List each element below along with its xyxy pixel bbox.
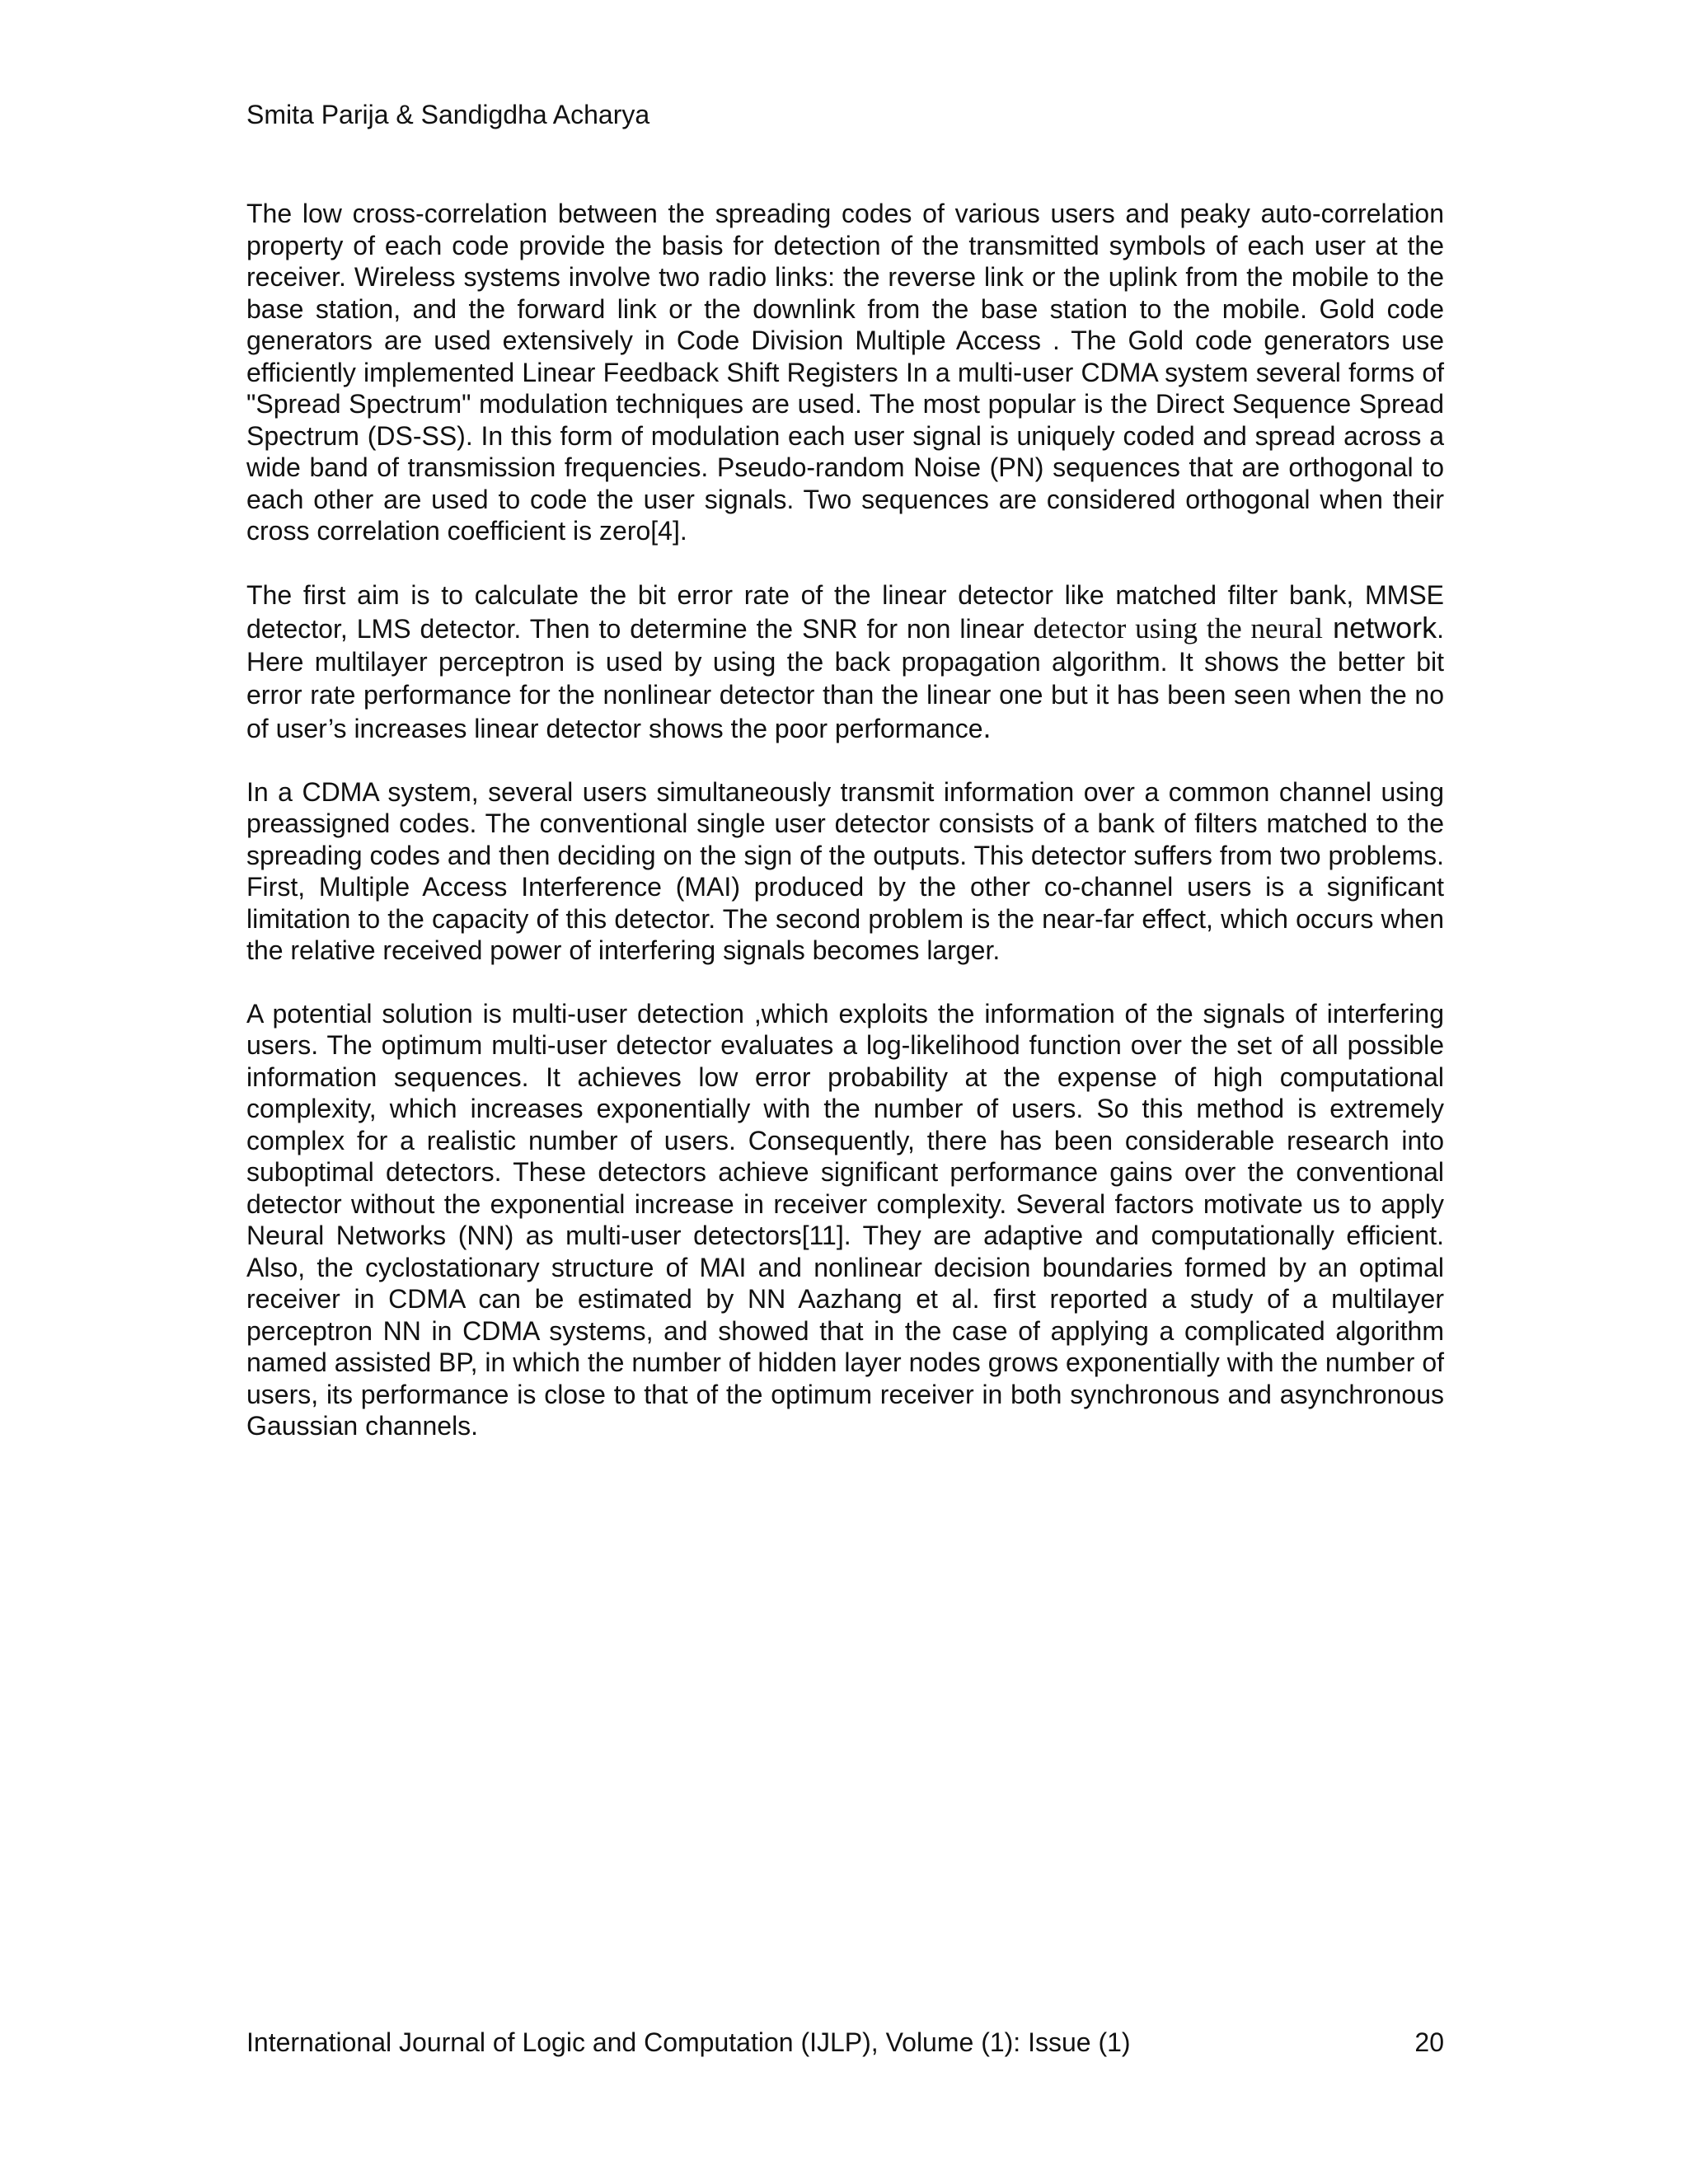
paragraph-first-aim bbox=[246, 579, 1444, 745]
footer-journal-citation: International Journal of Logic and Computation (IJLP), Volume (1): Issue (1) bbox=[246, 2027, 1131, 2057]
page-footer bbox=[246, 2026, 1444, 2059]
paragraph-first-aim-text: The first aim is to calculate the bit error rate of the linear detector like matched filter bank, MMSE detector, LMS detector. Then to determine the SNR for non linear bbox=[246, 579, 1444, 644]
running-header-authors: Smita Parija & Sandigdha Acharya bbox=[246, 100, 650, 129]
footer-page-number: 20 bbox=[1414, 2027, 1444, 2057]
paragraph-cdma-system: In a CDMA system, several users simultaneously transmit information over a common channel using preassigned codes. The conventional single user detector consists of a bank of filters matched to the spreading codes and then deciding on the sign of the outputs. This detector suffers from two problems. First, Multiple Access Interference (MAI) produced by the other co-channel users is a significant limitation to the capacity of this detector. The second problem is the near-far effect, which occurs when the relative received power of interfering signals becomes larger. bbox=[246, 776, 1444, 965]
paragraph-spreading-codes: The low cross-correlation between the spreading codes of various users and peaky auto-correlation property of each code provide the basis for detection of the transmitted symbols of each user at the receiver. Wireless systems involve two radio links: the reverse link or the uplink from the mobile to the base station, and the forward link or the downlink from the base station to the mobile. Gold code generators are used extensively in Code Division Multiple Access . The Gold code generators use efficiently implemented Linear Feedback Shift Registers In a multi-user CDMA system several forms of "Spread Spectrum" modulation techniques are used. The most popular is the Direct Sequence Spread Spectrum (DS-SS). In this form of modulation each user signal is uniquely coded and spread across a wide band of transmission frequencies. Pseudo-random Noise (PN) sequences that are orthogonal to each other are used to code the user signals. Two sequences are considered orthogonal when their cross correlation coefficient is zero[4]. bbox=[246, 199, 1444, 546]
paragraph-first-aim-period: . bbox=[982, 710, 992, 744]
article-body bbox=[246, 198, 1444, 1474]
paragraph-first-aim-network-word: network bbox=[1322, 610, 1437, 644]
paragraph-multi-user-detection: A potential solution is multi-user detection ,which exploits the information of the signals of interfering users. The optimum multi-user detector evaluates a log-likelihood function over the set of all possible information sequences. It achieves low error probability at the expense of high computational complexity, which increases exponentially with the number of users. So this method is extremely complex for a realistic number of users. Consequently, there has been considerable research into suboptimal detectors. These detectors achieve significant performance gains over the conventional detector without the exponential increase in receiver complexity. Several factors motivate us to apply Neural Networks (NN) as multi-user detectors[11]. They are adaptive and computationally efficient. Also, the cyclostationary structure of MAI and nonlinear decision boundaries formed by an optimal receiver in CDMA can be estimated by NN Aazhang et al. first reported a study of a multilayer perceptron NN in CDMA systems, and showed that in the case of applying a complicated algorithm named assisted BP, in which the number of hidden layer nodes grows exponentially with the number of users, its performance is close to that of the optimum receiver in both synchronous and asynchronous Gaussian channels. bbox=[246, 998, 1444, 1441]
paragraph-first-aim-serif-text: detector using the neural bbox=[1033, 612, 1323, 644]
paragraph-first-aim-rest: . Here multilayer perceptron is used by using the back propagation algorithm. It shows the better bit error rate performance for the nonlinear detector than the linear one but it has been seen when the no of user’s increases linear detector shows the poor performance bbox=[246, 613, 1445, 743]
